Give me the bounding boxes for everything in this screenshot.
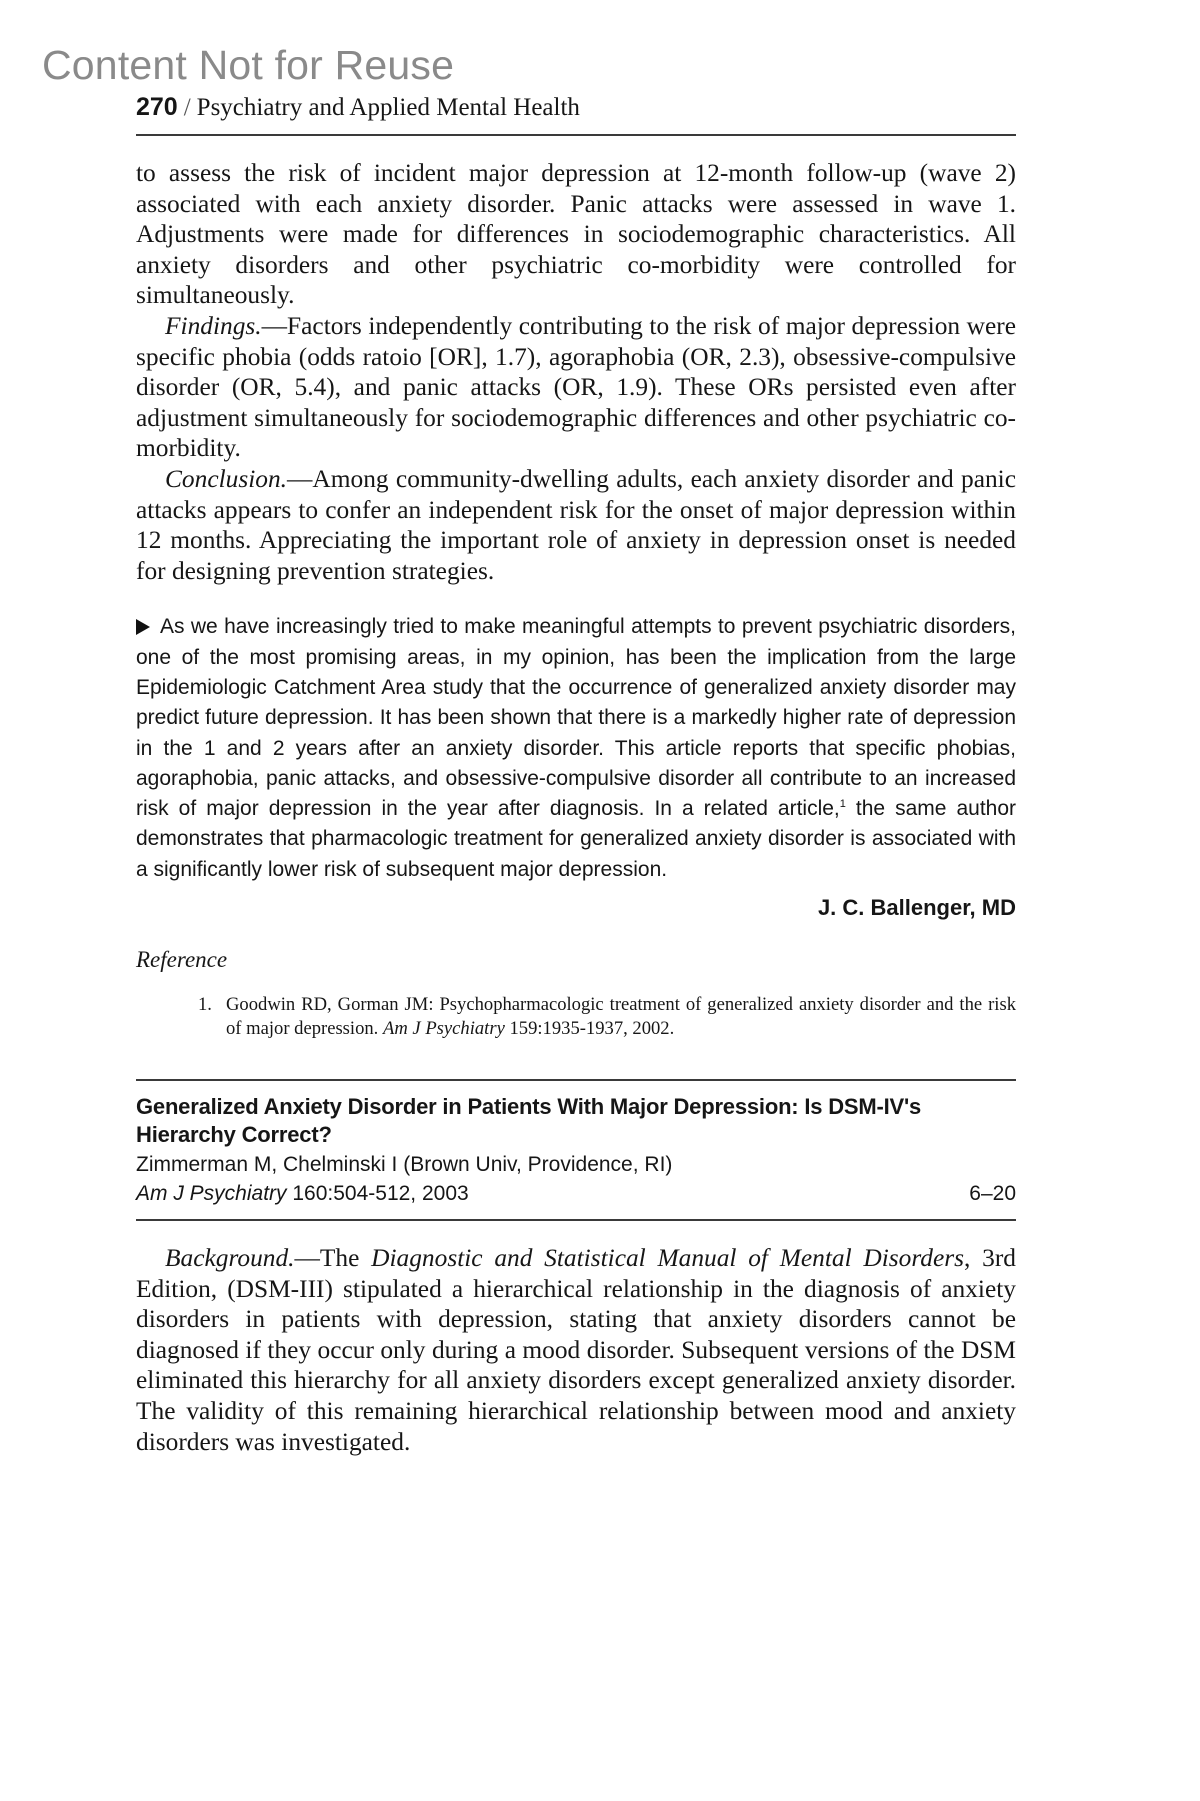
page xyxy=(136,86,1016,1457)
header-separator: / xyxy=(183,94,191,121)
conclusion-paragraph xyxy=(136,464,1016,586)
abstract-continuation xyxy=(136,158,1016,586)
conclusion-label: Conclusion. xyxy=(165,464,288,493)
reference-details: 159:1935-1937, 2002. xyxy=(504,1017,675,1039)
methods-tail: to assess the risk of incident major depression at 12-month follow-up (wave 2) associated with each anxiety disorder. Panic attacks were assessed in wave 1. Adjustments were made for differences in sociodemographic characteristics. All anxiety disorders and other psychiatric co-morbidity were controlled for simultaneously. xyxy=(136,159,1016,310)
background-text: , 3rd Edition, (DSM-III) stipulated a hierarchical relationship in the diagnosis of anxiety disorders in patients with depression, stating that anxiety disorders cannot be diagnosed if they occur only during a mood disorder. Subsequent versions of the DSM eliminated this hierarchy for all anxiety disorders except generalized anxiety disorder. The validity of this remaining hierarchical relationship between mood and anxiety disorders was investigated. xyxy=(136,1243,1016,1456)
background-label: Background. xyxy=(165,1243,295,1272)
reference-journal: Am J Psychiatry xyxy=(382,1017,505,1039)
background-dash: —The xyxy=(294,1243,372,1272)
article-item-number: 6–20 xyxy=(969,1181,1016,1205)
conclusion-text: —Among community-dwelling adults, each anxiety disorder and panic attacks appears to confer an independent risk for the onset of major depression within 12 months. Appreciating the important role of anxiety in depression onset is needed for designing prevention strategies. xyxy=(136,464,1016,585)
article-journal: Am J Psychiatry xyxy=(136,1181,287,1205)
reference-heading: Reference xyxy=(136,946,228,972)
running-header xyxy=(136,86,1016,136)
article-citation-details: 160:504-512, 2003 xyxy=(286,1181,469,1205)
book-title: Psychiatry and Applied Mental Health xyxy=(196,94,580,121)
reference-item xyxy=(198,993,1016,1041)
article-authors: Zimmerman M, Chelminski I (Brown Univ, Providence, RI) xyxy=(136,1152,673,1176)
commentary-text-part2: the same author demonstrates that pharmacologic treatment for generalized anxiety disorder is associated with a significantly lower risk of subsequent major depression. xyxy=(136,797,1017,881)
citation-left xyxy=(136,1179,469,1209)
article-title: Generalized Anxiety Disorder in Patients With Major Depression: Is DSM-IV's Hierarchy Correct? xyxy=(136,1093,922,1147)
reference-number: 1. xyxy=(198,993,212,1015)
reference-authors-title: Goodwin RD, Gorman JM: Psychopharmacologic treatment of generalized anxiety disorder and the risk of major depression. xyxy=(226,993,1016,1039)
commentary xyxy=(136,612,1016,885)
triangle-bullet-icon xyxy=(136,619,150,635)
reference-marker: 1 xyxy=(839,798,846,811)
commentary-text-part1: As we have increasingly tried to make meaningful attempts to prevent psychiatric disorders, one of the most promising areas, in my opinion, has been the implication from the large Epidemiologic Catchment Area study that the occurrence of generalized anxiety disorder may predict future depression. It has been shown that there is a markedly higher rate of depression in the 1 and 2 years after an anxiety disorder. This article reports that specific phobias, agoraphobia, panic attacks, and obsessive-compulsive disorder all contribute to an increased risk of major depression in the year after diagnosis. In a related article, xyxy=(136,615,1016,821)
article-citation xyxy=(136,1179,1016,1209)
article-abstract xyxy=(136,1243,1016,1457)
findings-text: —Factors independently contributing to the risk of major depression were specific phobia (odds ratoio [OR], 1.7), agoraphobia (OR, 2.3), obsessive-compulsive disorder (OR, 5.4), and panic attacks (OR, 1.9). These ORs persisted even after adjustment simultaneously for sociodemographic differences and other psychiatric co-morbidity. xyxy=(136,311,1016,463)
article-header xyxy=(136,1079,1016,1221)
background-manual-title: Diagnostic and Statistical Manual of Mental Disorders xyxy=(371,1243,965,1272)
watermark: Content Not for Reuse xyxy=(42,42,455,88)
commentary-author: J. C. Ballenger, MD xyxy=(817,894,1016,920)
reference-text xyxy=(226,993,1016,1041)
findings-paragraph xyxy=(136,311,1016,464)
findings-label: Findings. xyxy=(165,311,262,340)
page-number: 270 xyxy=(136,93,178,121)
background-paragraph xyxy=(136,1243,1016,1457)
